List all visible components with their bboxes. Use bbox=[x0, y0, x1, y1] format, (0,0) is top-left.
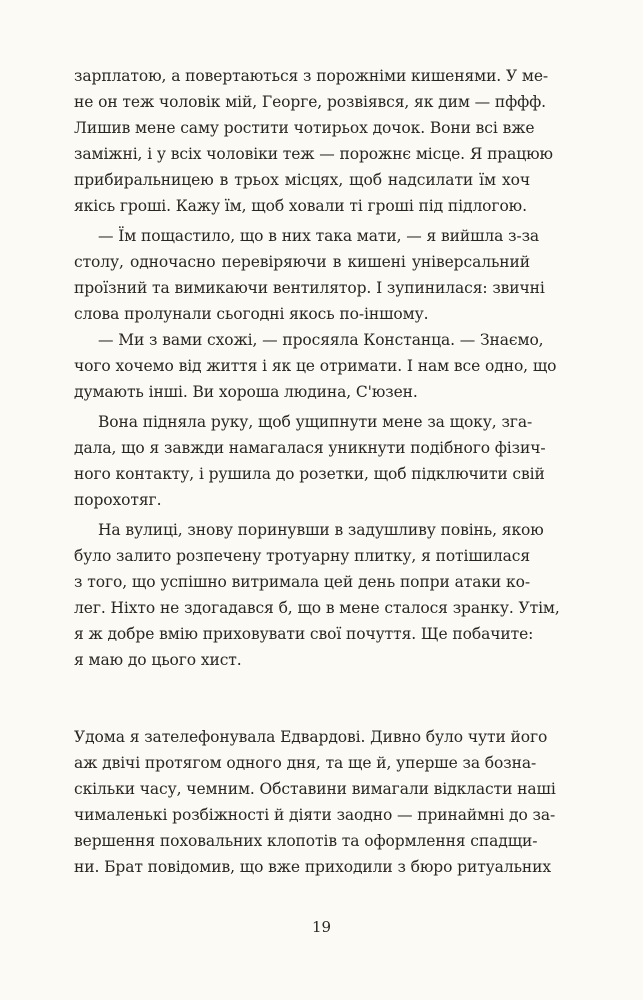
text-line: ного контакту, і рушила до розетки, щоб підключити свій bbox=[74, 465, 545, 483]
text-line: Удома я зателефонувала Едвардові. Дивно було чути його bbox=[74, 728, 548, 746]
text-line: я маю до цього хист. bbox=[74, 651, 242, 669]
text-line: ни. Брат повідомив, що вже приходили з бюро ритуальних bbox=[74, 858, 552, 876]
text-line: чого хочемо від життя і як це отримати. І нам все одно, що bbox=[74, 357, 557, 375]
text-line: заміжні, і у всіх чоловіки теж — порожнє місце. Я працюю bbox=[74, 145, 553, 163]
text-line: якісь гроші. Кажу їм, щоб ховали ті гроші під підлогою. bbox=[74, 197, 527, 215]
text-line: аж двічі протягом одного дня, та ще й, уперше за бозна- bbox=[74, 754, 537, 772]
text-line: столу, одночасно перевіряючи в кишені універсальний bbox=[74, 253, 530, 271]
text-line: зарплатою, а повертаються з порожніми кишенями. У ме- bbox=[74, 67, 549, 85]
text-line: я ж добре вмію приховувати свої почуття. Ще побачите: bbox=[74, 625, 534, 643]
text-line: проїзний та вимикаючи вентилятор. І зупинилася: звичні bbox=[74, 279, 545, 297]
text-line: не он теж чоловік мій, Георге, розвіявся, як дим — пффф. bbox=[74, 93, 546, 111]
text-line: Вона підняла руку, щоб ущипнути мене за щоку, зга- bbox=[98, 413, 533, 431]
text-line: з того, що успішно витримала цей день попри атаки ко- bbox=[74, 573, 530, 591]
text-line: — Ми з вами схожі, — просяяла Констанца. — Знаємо, bbox=[98, 331, 544, 349]
page-number: 19 bbox=[311, 918, 332, 936]
text-line: — Їм пощастило, що в них така мати, — я вийшла з-за bbox=[98, 227, 540, 245]
text-line: На вулиці, знову поринувши в задушливу повінь, якою bbox=[98, 521, 544, 539]
text-line: Лишив мене саму ростити чотирьох дочок. Вони всі вже bbox=[74, 119, 535, 137]
text-line: лег. Ніхто не здогадався б, що в мене сталося зранку. Утім, bbox=[74, 599, 560, 617]
text-line: слова пролунали сьогодні якось по-іншому. bbox=[74, 305, 429, 323]
text-line: дала, що я завжди намагалася уникнути подібного фізич- bbox=[74, 439, 546, 457]
text-line: чималенькі розбіжності й діяти заодно — принаймні до за- bbox=[74, 806, 556, 824]
text-line: вершення поховальних клопотів та оформлення спадщи- bbox=[74, 832, 538, 850]
text-line: прибиральницею в трьох місцях, щоб надсилати їм хоч bbox=[74, 171, 530, 189]
text-line: скільки часу, чемним. Обставини вимагали відкласти наші bbox=[74, 780, 556, 798]
text-line: думають інші. Ви хороша людина, С'юзен. bbox=[74, 383, 418, 401]
text-line: було залито розпечену тротуарну плитку, я потішилася bbox=[74, 547, 531, 565]
text-line: порохотяг. bbox=[74, 491, 162, 509]
